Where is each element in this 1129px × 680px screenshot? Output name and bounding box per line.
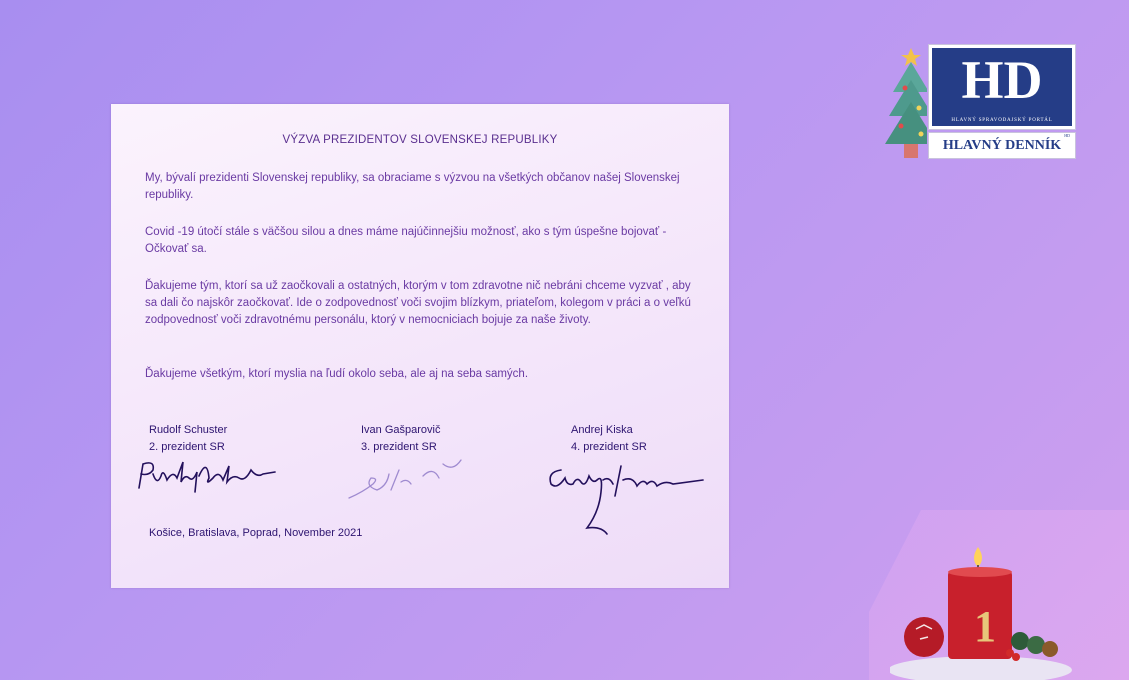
advent-candle-icon bbox=[890, 545, 1080, 680]
logo-name-box bbox=[928, 132, 1076, 159]
signatory-role: 4. prezident SR bbox=[571, 441, 647, 453]
signatory-schuster bbox=[149, 422, 227, 456]
signatory-name: Ivan Gašparovič bbox=[361, 424, 441, 436]
place-and-date: Košice, Bratislava, Poprad, November 2021 bbox=[149, 527, 363, 539]
signatory-gasparovic bbox=[361, 422, 440, 456]
christmas-tree-icon bbox=[871, 46, 927, 162]
signatory-role: 3. prezident SR bbox=[361, 441, 437, 453]
hlavny-dennik-logo[interactable] bbox=[871, 44, 1075, 160]
signature-schuster bbox=[133, 456, 283, 496]
signatory-kiska bbox=[571, 422, 647, 456]
logo-tagline: HLAVNÝ SPRAVODAJSKÝ PORTÁL bbox=[951, 118, 1053, 123]
letter-document bbox=[111, 104, 729, 588]
logo-hd-box bbox=[928, 44, 1076, 130]
letter-paragraph: Ďakujeme všetkým, ktorí myslia na ľudí okolo seba, ale aj na seba samých. bbox=[145, 368, 529, 380]
logo-letters: HD bbox=[961, 50, 1043, 110]
signatory-name: Rudolf Schuster bbox=[149, 424, 228, 436]
signature-kiska bbox=[543, 456, 713, 540]
signatory-name: Andrej Kiska bbox=[571, 424, 633, 436]
logo-small-mark: HD bbox=[1064, 133, 1070, 138]
letter-title: VÝZVA PREZIDENTOV SLOVENSKEJ REPUBLIKY bbox=[282, 134, 558, 146]
letter-paragraph: Covid -19 útočí stále s väčšou silou a dnes máme najúčinnejšiu možnosť, ako s tým úspešne bojovať - Očkovať sa. bbox=[145, 226, 667, 255]
candle-number: 1 bbox=[974, 602, 996, 651]
letter-paragraph: Ďakujeme tým, ktorí sa už zaočkovali a ostatných, ktorým v tom zdravotne nič nebráni chceme vyzvať , aby sa dali čo najskôr zaočkovať. Ide o zodpovednosť voči svojim blízkym, priateľom, kolegom v práci a o veľkú zodpovednosť voči zdravotnému personálu, ktorý v nemocniciach bojuje za naše životy. bbox=[145, 280, 691, 326]
logo-name: HLAVNÝ DENNÍK bbox=[942, 138, 1062, 153]
signatory-role: 2. prezident SR bbox=[149, 441, 225, 453]
signature-gasparovic bbox=[343, 456, 473, 506]
letter-paragraph: My, bývalí prezidenti Slovenskej republiky, sa obraciame s výzvou na všetkých občanov našej Slovenskej republiky. bbox=[145, 172, 680, 201]
